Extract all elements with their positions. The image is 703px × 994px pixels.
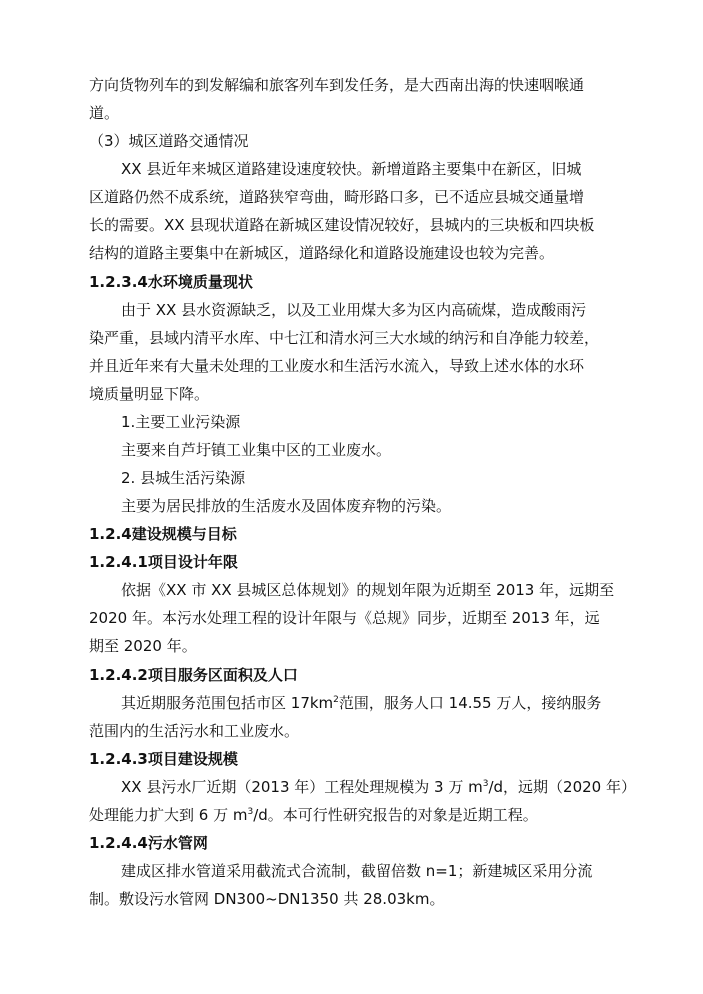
paragraph-line: 2020 年。本污水处理工程的设计年限与《总规》同步，近期至 2013 年，远 [89,609,600,627]
section-heading: 1.2.4.4污水管网 [89,834,208,852]
paragraph-text: 其近期服务范围包括市区 17km [121,694,334,712]
paragraph-text: XX 县污水厂近期（2013 年）工程处理规模为 3 万 m [121,778,483,796]
paragraph-line: 制。敷设污水管网 DN300~DN1350 共 28.03km。 [89,890,445,908]
paragraph-line: 并且近年来有大量未处理的工业废水和生活污水流入，导致上述水体的水环 [89,357,585,375]
paragraph-text: 处理能力扩大到 6 万 m [89,806,248,824]
section-heading: 1.2.4.2项目服务区面积及人口 [89,666,298,684]
paragraph-line: 染严重，县域内清平水库、中七江和清水河三大水域的纳污和自净能力较差， [89,329,600,347]
superscript: 2 [333,695,339,705]
paragraph-line: 建成区排水管道采用截流式合流制，截留倍数 n=1；新建城区采用分流 [121,862,593,880]
list-item: 2. 县城生活污染源 [121,469,246,487]
section-heading: 1.2.4建设规模与目标 [89,525,237,543]
section-heading: 1.2.4.3项目建设规模 [89,750,238,768]
paragraph-line: 结构的道路主要集中在新城区，道路绿化和道路设施建设也较为完善。 [89,244,555,262]
superscript: 3 [482,779,489,789]
paragraph-line: 主要来自芦圩镇工业集中区的工业废水。 [121,441,392,459]
paragraph-line: 道。 [89,104,120,122]
section-heading: 1.2.4.1项目设计年限 [89,553,238,571]
paragraph-line: 期至 2020 年。 [89,637,197,655]
paragraph-text: /d，远期（2020 年） [488,778,636,796]
paragraph-line: 境质量明显下降。 [89,385,210,403]
paragraph-line: 主要为居民排放的生活废水及固体废弃物的污染。 [121,497,452,515]
superscript: 3 [247,807,254,817]
paragraph-line: 依据《XX 市 XX 县城区总体规划》的规划年限为近期至 2013 年，远期至 [121,581,615,599]
section-heading: 1.2.3.4水环境质量现状 [89,273,253,291]
paragraph-line: 区道路仍然不成系统，道路狭窄弯曲，畸形路口多，已不适应县城交通量增 [89,188,585,206]
list-item: 1.主要工业污染源 [121,413,241,431]
paragraph-line [121,694,601,712]
paragraph-line: 方向货物列车的到发解编和旅客列车到发任务，是大西南出海的快速咽喉通 [89,76,585,94]
paragraph-line: XX 县近年来城区道路建设速度较快。新增道路主要集中在新区，旧城 [121,160,582,178]
paragraph-line: 长的需要。XX 县现状道路在新城区建设情况较好，县城内的三块板和四块板 [89,216,595,234]
paragraph-line [89,806,538,824]
section-subheading: （3）城区道路交通情况 [89,132,249,150]
paragraph-line: 由于 XX 县水资源缺乏，以及工业用煤大多为区内高硫煤，造成酸雨污 [121,301,587,319]
paragraph-line [121,778,636,796]
paragraph-line: 范围内的生活污水和工业废水。 [89,722,300,740]
paragraph-text: 范围，服务人口 14.55 万人，接纳服务 [338,694,602,712]
paragraph-text: /d。本可行性研究报告的对象是近期工程。 [253,806,538,824]
